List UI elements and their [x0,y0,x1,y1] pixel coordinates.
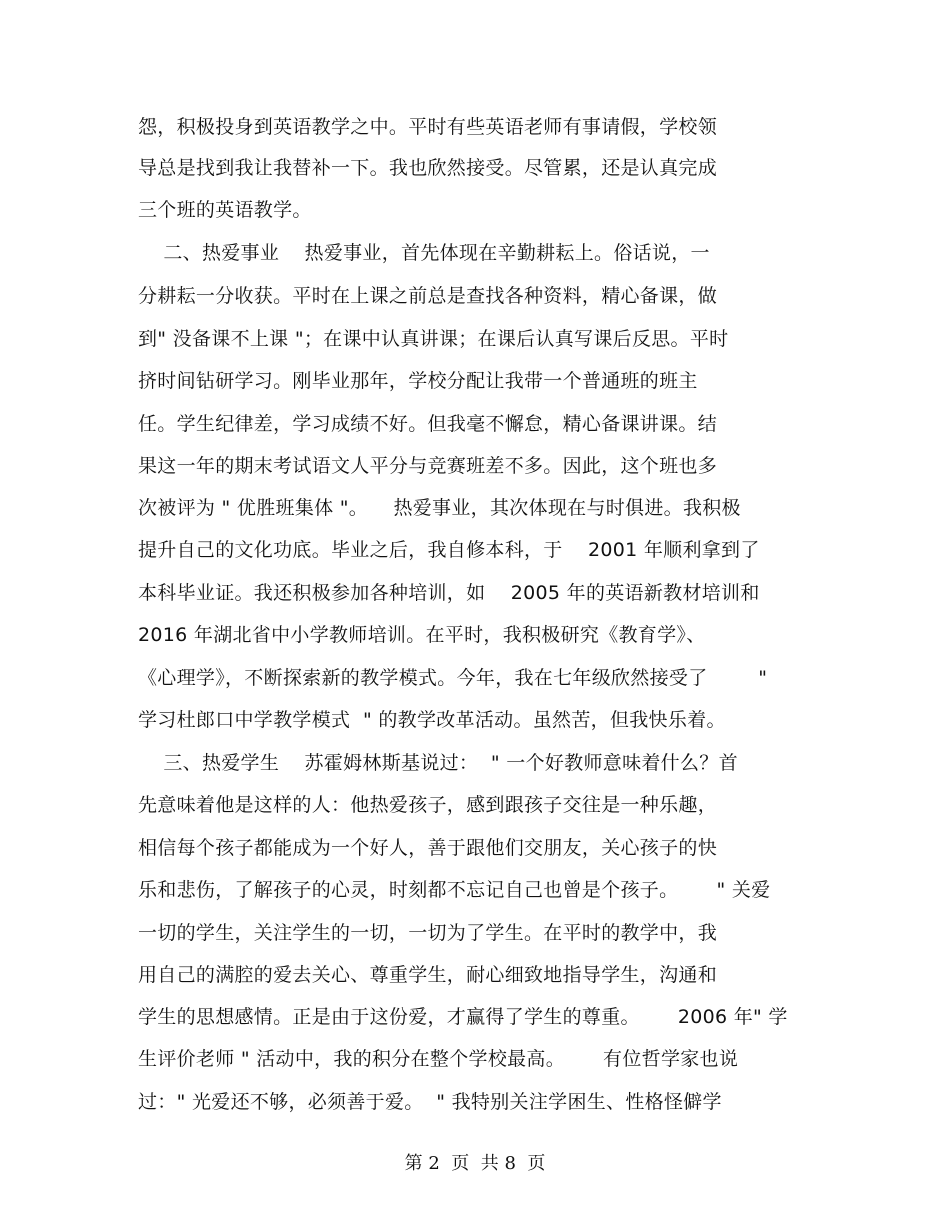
text-line: 任。学生纪律差，学习成绩不好。但我毫不懈怠，精心备课讲课。结 [138,413,718,435]
text-line: 一切的学生，关注学生的一切，一切为了学生。在平时的教学中，我 [138,922,718,944]
text-line: 用自己的满腔的爱去关心、尊重学生，耐心细致地指导学生，沟通和 [138,964,718,986]
section-heading-line: 二、热爱事业 热爱事业，首先体现在辛勤耕耘上。俗话说，一 [138,242,710,264]
text-line: 学生的思想感情。正是由于这份爱，才赢得了学生的尊重。 2006 年" 学 [138,1006,788,1028]
text-line: 怨，积极投身到英语教学之中。平时有些英语老师有事请假，学校领 [138,116,718,138]
text-line: 提升自己的文化功底。毕业之后，我自修本科，于 2001 年顺利拿到了 [138,539,760,561]
text-line: 到" 没备课不上课 "；在课中认真讲课；在课后认真写课后反思。平时 [138,328,729,350]
text-line: 《心理学》，不断探索新的教学模式。今年，我在七年级欣然接受了 " [138,667,768,689]
text-line: 乐和悲伤，了解孩子的心灵，时刻都不忘记自己也曾是个孩子。 " 关爱 [138,879,771,901]
page-number-footer: 第 2 页 共 8 页 [404,1153,546,1174]
text-line: 相信每个孩子都能成为一个好人，善于跟他们交朋友，关心孩子的快 [138,837,718,859]
text-line: 三个班的英语教学。 [138,199,312,221]
text-line: 生评价老师 " 活动中，我的积分在整个学校最高。 有位哲学家也说 [138,1048,739,1070]
text-line: 先意味着他是这样的人：他热爱孩子，感到跟孩子交往是一种乐趣， [138,794,718,816]
text-line: 果这一年的期末考试语文人平分与竞赛班差不多。因此，这个班也多 [138,455,718,477]
text-line: 本科毕业证。我还积极参加各种培训，如 2005 年的英语新教材培训和 [138,582,760,604]
text-line: 分耕耘一分收获。平时在上课之前总是查找各种资料，精心备课，做 [138,285,718,307]
text-line: 过：" 光爱还不够，必须善于爱。 " 我特别关注学困生、性格怪僻学 [138,1091,722,1113]
text-line: 挤时间钻研学习。刚毕业那年，学校分配让我带一个普通班的班主 [138,370,698,392]
text-line: 2016 年湖北省中小学教师培训。在平时，我积极研究《教育学》、 [138,624,706,646]
text-line: 次被评为 " 优胜班集体 "。 热爱事业，其次体现在与时俱进。我积极 [138,497,741,519]
text-line: 学习杜郎口中学教学模式 " 的教学改革活动。虽然苦，但我快乐着。 [138,709,726,731]
text-line: 导总是找到我让我替补一下。我也欣然接受。尽管累，还是认真完成 [138,157,718,179]
section-heading-line: 三、热爱学生 苏霍姆林斯基说过： " 一个好教师意味着什么？首 [138,752,738,774]
